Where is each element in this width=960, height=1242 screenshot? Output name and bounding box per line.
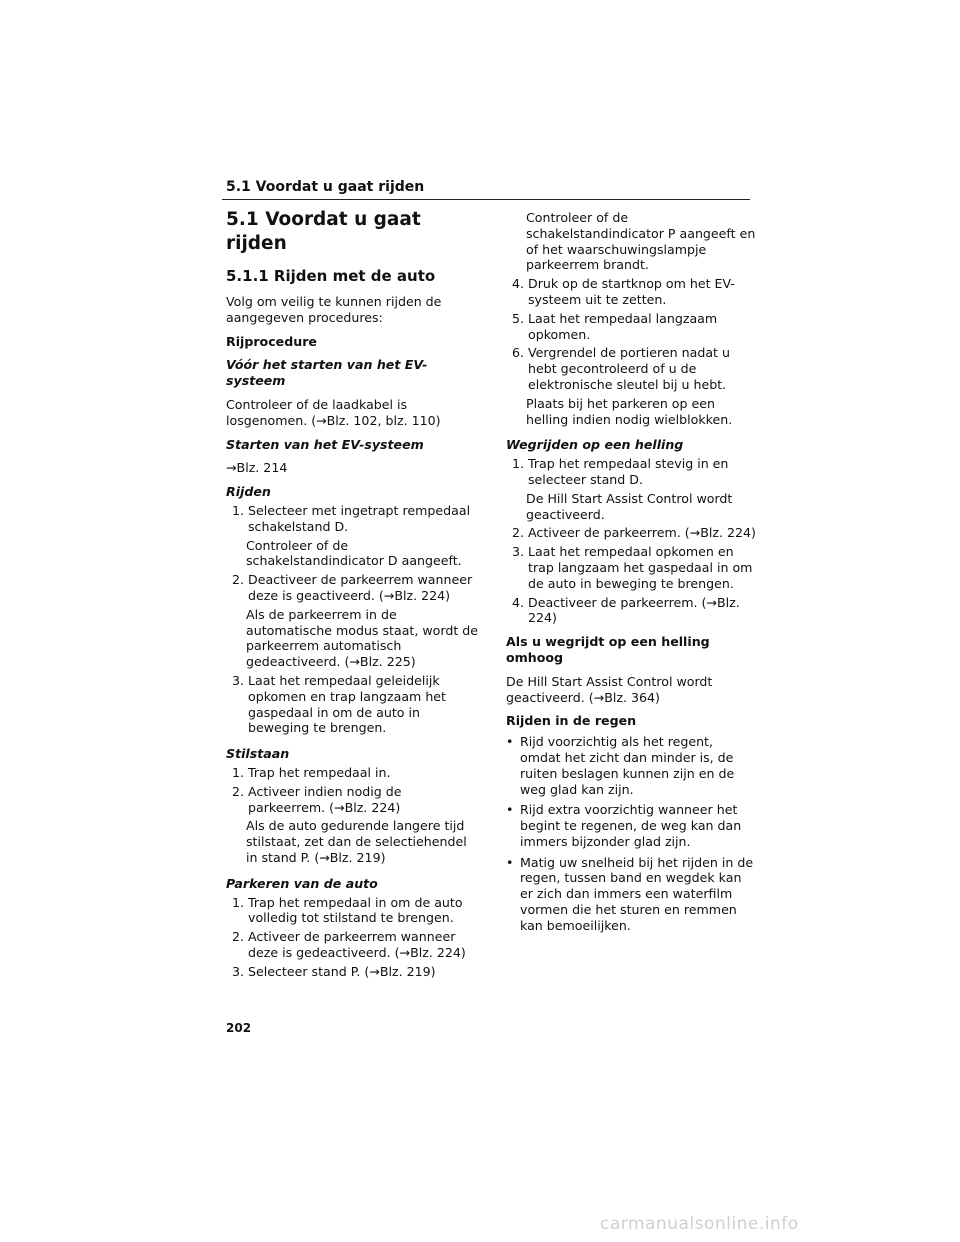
heading-rijden: Rijden bbox=[226, 484, 271, 500]
list-item: 1. Trap het rempedaal in om de auto volledig tot stilstand te brengen. bbox=[231, 894, 463, 926]
voor-starten-text: Controleer of de laadkabel is losgenomen. (→Blz. 102, blz. 110) bbox=[226, 396, 441, 428]
heading-regen: Rijden in de regen bbox=[506, 713, 637, 729]
running-header: 5.1 Voordat u gaat rijden bbox=[226, 179, 425, 195]
list-item: 2. Activeer indien nodig de parkeerrem. (→Blz. 224) bbox=[231, 783, 402, 815]
list-item: 2. Activeer de parkeerrem wanneer deze is gedeactiveerd. (→Blz. 224) bbox=[231, 929, 466, 960]
list-item-note: Plaats bij het parkeren op een helling indien nodig wielblokken. bbox=[526, 395, 733, 427]
bullet-item: • Matig uw snelheid bij het rijden in de regen, tussen band en wegdek kan er zich dan immers een waterfilm vormen die het sturen en remmen kan bemoeilijken. bbox=[506, 854, 754, 933]
heading-stilstaan: Stilstaan bbox=[226, 746, 290, 762]
heading-parkeren: Parkeren van de auto bbox=[226, 875, 378, 891]
intro-text: Volg om veilig te kunnen rijden de aangegeven procedures: bbox=[226, 294, 442, 325]
heading-omhoog: Als u wegrijdt op een helling omhoog bbox=[506, 634, 710, 665]
omhoog-text: De Hill Start Assist Control wordt geactiveerd. (→Blz. 364) bbox=[506, 673, 713, 705]
header-rule bbox=[222, 199, 750, 200]
list-item: 4. Deactiveer de parkeerrem. (→Blz. 224) bbox=[511, 594, 740, 626]
list-item: 3. Laat het rempedaal geleidelijk opkomen en trap langzaam het gaspedaal in om de auto in beweging te brengen. bbox=[231, 672, 446, 736]
heading-starten: Starten van het EV-systeem bbox=[226, 436, 424, 452]
list-item: 6. Vergrendel de portieren nadat u hebt gecontroleerd of u de elektronische sleutel bij u hebt. bbox=[511, 345, 730, 392]
list-item: 1. Trap het rempedaal stevig in en selecteer stand D. bbox=[511, 456, 729, 487]
list-item: 2. Activeer de parkeerrem. (→Blz. 224) bbox=[511, 525, 756, 541]
list-item: 1. Trap het rempedaal in. bbox=[231, 764, 391, 780]
watermark-text: carmanualsonline.info bbox=[600, 1214, 799, 1234]
list-item: 3. Selecteer stand P. (→Blz. 219) bbox=[231, 963, 436, 979]
section-title: 5.1 Voordat u gaat rijden bbox=[226, 209, 421, 254]
heading-helling: Wegrijden op een helling bbox=[506, 437, 684, 453]
starten-text: →Blz. 214 bbox=[226, 460, 288, 476]
list-item: 3. Laat het rempedaal opkomen en trap langzaam het gaspedaal in om de auto in beweging te brengen. bbox=[511, 544, 753, 591]
bullet-icon: • bbox=[506, 734, 514, 750]
list-item: 2. Deactiveer de parkeerrem wanneer deze is geactiveerd. (→Blz. 224) bbox=[231, 572, 473, 603]
bullet-item: • Rijd extra voorzichtig wanneer het begint te regenen, de weg kan dan immers bijzonder glad zijn. bbox=[506, 802, 742, 849]
list-item-note: De Hill Start Assist Control wordt geactiveerd. bbox=[526, 490, 733, 522]
list-item-note: Controleer of de schakelstandindicator P aangeeft en of het waarschuwingslampje parkeerrem brandt. bbox=[526, 210, 756, 273]
left-column bbox=[226, 208, 481, 982]
bullet-icon: • bbox=[506, 854, 514, 870]
heading-rijprocedure: Rijprocedure bbox=[226, 333, 317, 349]
page-number: 202 bbox=[226, 1021, 252, 1035]
bullet-item: • Rijd voorzichtig als het regent, omdat het zicht dan minder is, de ruiten beslagen kunnen zijn en de weg glad kan zijn. bbox=[506, 734, 735, 797]
list-item: 5. Laat het rempedaal langzaam opkomen. bbox=[511, 310, 718, 342]
list-item: 4. Druk op de startknop om het EV-systeem uit te zetten. bbox=[511, 276, 735, 307]
list-item-note: Controleer of de schakelstandindicator D aangeeft. bbox=[246, 537, 462, 569]
subsection-title: 5.1.1 Rijden met de auto bbox=[226, 267, 436, 285]
list-item: 1. Selecteer met ingetrapt rempedaal schakelstand D. bbox=[231, 502, 471, 534]
bullet-icon: • bbox=[506, 802, 514, 818]
list-item-note: Als de parkeerrem in de automatische modus staat, wordt de parkeerrem automatisch gedeactiveerd. (→Blz. 225) bbox=[246, 606, 479, 670]
right-column bbox=[506, 210, 756, 939]
list-item-note: Als de auto gedurende langere tijd stilstaat, zet dan de selectiehendel in stand P. (→Blz. 219) bbox=[246, 818, 467, 865]
heading-voor-starten: Vóór het starten van het EV-systeem bbox=[226, 357, 428, 389]
